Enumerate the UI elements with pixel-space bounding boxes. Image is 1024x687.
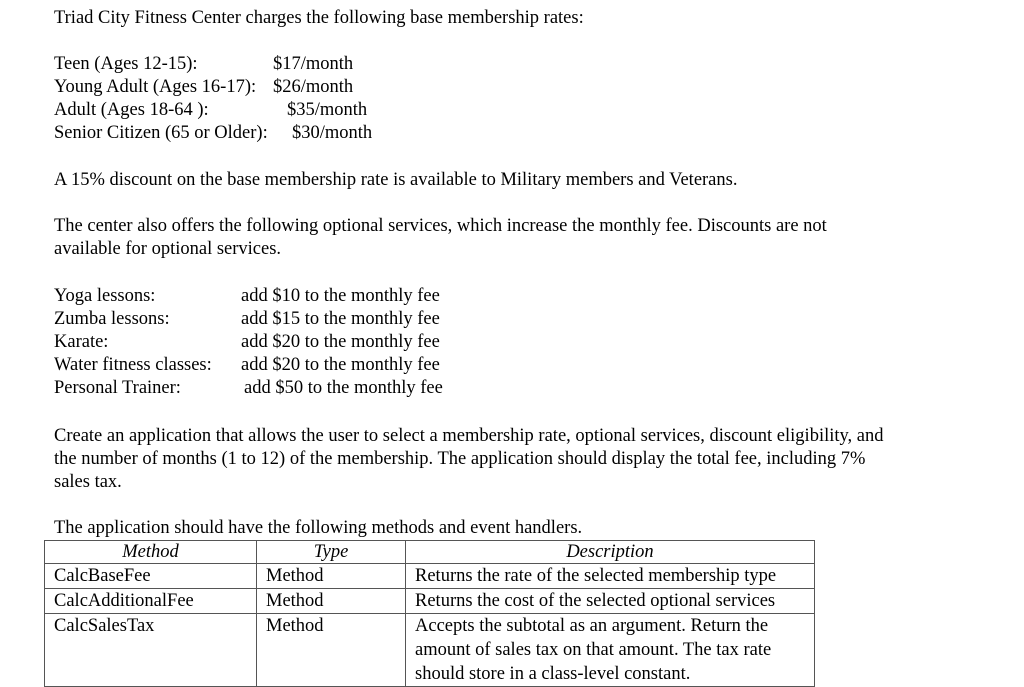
service-label: Karate: — [54, 332, 109, 352]
service-fee: add $10 to the monthly fee — [241, 286, 440, 306]
service-fee: add $20 to the monthly fee — [241, 332, 440, 352]
optional-text-line: The center also offers the following optional services, which increase the monthly fee. Discounts are not — [54, 216, 827, 236]
cell-type: Method — [257, 589, 406, 614]
header-type: Type — [257, 541, 406, 564]
cell-type: Method — [257, 564, 406, 589]
rate-price: $26/month — [273, 77, 354, 97]
service-label: Water fitness classes: — [54, 355, 212, 375]
rate-price: $17/month — [273, 54, 354, 74]
service-label: Yoga lessons: — [54, 286, 156, 306]
rate-label: Young Adult (Ages 16-17): — [54, 77, 257, 97]
header-description: Description — [406, 541, 815, 564]
service-label: Personal Trainer: — [54, 378, 181, 398]
create-text-line: the number of months (1 to 12) of the membership. The application should display the total fee, including 7% — [54, 449, 866, 469]
service-label: Zumba lessons: — [54, 309, 170, 329]
cell-type: Method — [257, 614, 406, 687]
service-fee: add $15 to the monthly fee — [241, 309, 440, 329]
rate-label: Senior Citizen (65 or Older): — [54, 123, 268, 143]
rate-price: $35/month — [287, 100, 368, 120]
service-fee: add $20 to the monthly fee — [241, 355, 440, 375]
header-method: Method — [45, 541, 257, 564]
optional-text-line: available for optional services. — [54, 239, 282, 259]
rate-label: Adult (Ages 18-64 ): — [54, 100, 209, 120]
create-text-line: Create an application that allows the user to select a membership rate, optional services, discount eligibility, and — [54, 426, 884, 446]
rate-label: Teen (Ages 12-15): — [54, 54, 198, 74]
create-text-line: sales tax. — [54, 472, 122, 492]
table-header-row — [45, 541, 815, 564]
cell-description: Returns the rate of the selected membership type — [406, 564, 815, 589]
table-row — [45, 589, 815, 614]
cell-description: Returns the cost of the selected optional services — [406, 589, 815, 614]
table-row — [45, 614, 815, 687]
cell-method: CalcBaseFee — [45, 564, 257, 589]
discount-text: A 15% discount on the base membership rate is available to Military members and Veterans. — [54, 170, 738, 190]
cell-description: Accepts the subtotal as an argument. Return the amount of sales tax on that amount. The tax rate should store in a class-level constant. — [406, 614, 815, 687]
table-row — [45, 564, 815, 589]
intro-text: Triad City Fitness Center charges the following base membership rates: — [54, 8, 584, 28]
cell-method: CalcAdditionalFee — [45, 589, 257, 614]
methods-intro: The application should have the following methods and event handlers. — [54, 518, 583, 538]
rate-price: $30/month — [292, 123, 373, 143]
methods-table — [44, 540, 815, 687]
service-fee: add $50 to the monthly fee — [244, 378, 443, 398]
cell-method: CalcSalesTax — [45, 614, 257, 687]
